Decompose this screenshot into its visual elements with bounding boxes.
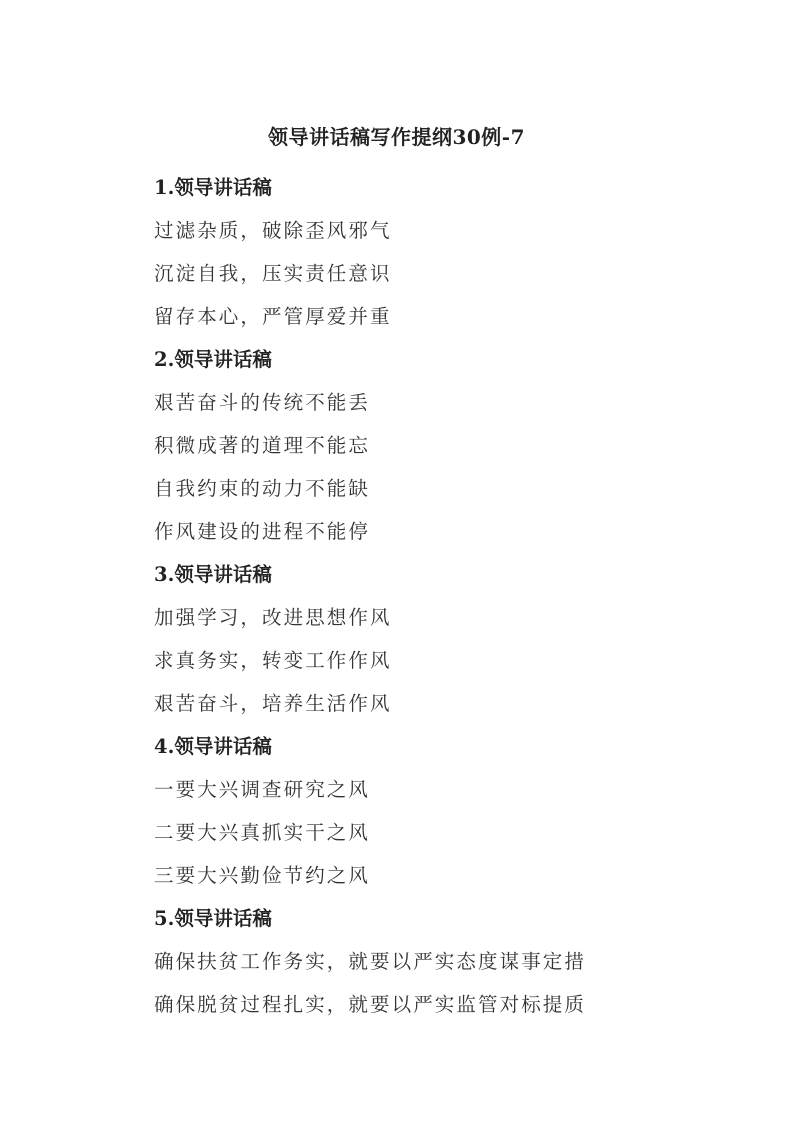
section-line: 艰苦奋斗，培养生活作风 <box>154 692 392 715</box>
section-line: 沉淀自我，压实责任意识 <box>154 262 392 285</box>
section-line: 留存本心，严管厚爱并重 <box>154 305 392 328</box>
section-line: 作风建设的进程不能停 <box>154 520 371 543</box>
section-heading: 1.领导讲话稿 <box>154 176 272 199</box>
section-5 <box>154 902 654 1031</box>
document-body <box>154 171 654 1031</box>
section-line: 确保扶贫工作务实，就要以严实态度谋事定措 <box>154 950 587 973</box>
section-3 <box>154 558 654 730</box>
section-heading: 3.领导讲话稿 <box>154 563 272 586</box>
section-heading: 2.领导讲话稿 <box>154 348 272 371</box>
section-line: 过滤杂质，破除歪风邪气 <box>154 219 392 242</box>
section-line: 加强学习，改进思想作风 <box>154 606 392 629</box>
section-line: 确保脱贫过程扎实，就要以严实监管对标提质 <box>154 993 587 1016</box>
section-line: 积微成著的道理不能忘 <box>154 434 371 457</box>
section-line: 一要大兴调查研究之风 <box>154 778 371 801</box>
section-2 <box>154 343 654 558</box>
section-line: 二要大兴真抓实干之风 <box>154 821 371 844</box>
section-heading: 4.领导讲话稿 <box>154 735 272 758</box>
section-line: 自我约束的动力不能缺 <box>154 477 371 500</box>
section-line: 艰苦奋斗的传统不能丢 <box>154 391 371 414</box>
section-1 <box>154 171 654 343</box>
section-4 <box>154 730 654 902</box>
section-line: 三要大兴勤俭节约之风 <box>154 864 371 887</box>
document-title: 领导讲话稿写作提纲30例-7 <box>267 125 526 149</box>
section-line: 求真务实，转变工作作风 <box>154 649 392 672</box>
section-heading: 5.领导讲话稿 <box>154 907 272 930</box>
